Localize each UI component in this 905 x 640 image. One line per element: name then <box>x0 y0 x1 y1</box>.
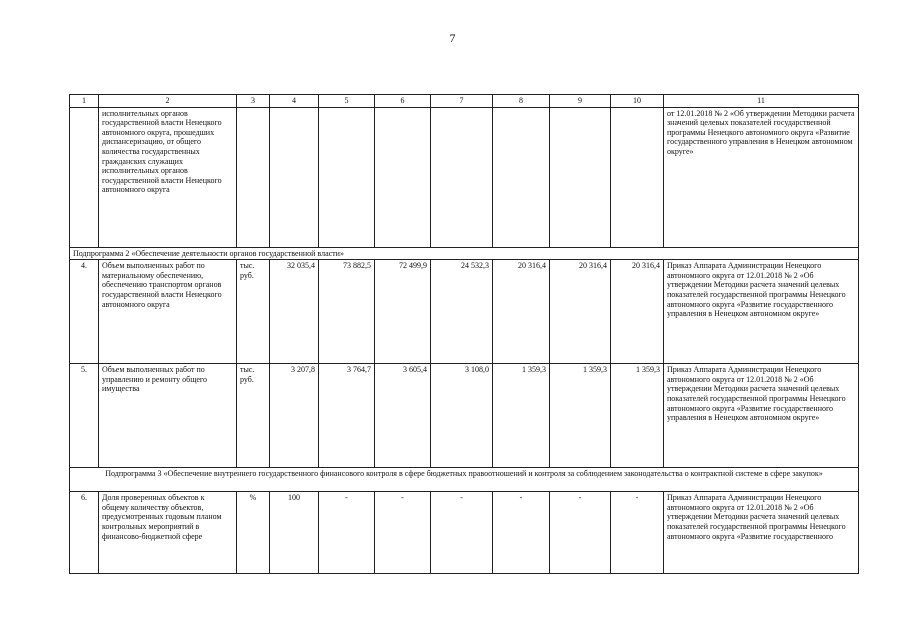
indicator-description: Доля проверенных объектов к общему количеству объектов, предусмотренных годовым планом контрольных мероприятий в финансово-бюджетной сфере <box>99 492 237 574</box>
col-header: 2 <box>99 95 237 108</box>
subprogram-row <box>70 247 859 260</box>
table-row <box>70 364 859 468</box>
col-header: 10 <box>611 95 664 108</box>
value-cell: - <box>493 492 550 574</box>
unit: % <box>237 492 270 574</box>
indicator-description: исполнительных органов государственной власти Ненецкого автономного округа, прошедших диспансеризацию, от общего количества государственных гражданских служащих исполнительных органов государственной власти Ненецкого автономного округа <box>99 107 237 247</box>
indicator-source: от 12.01.2018 № 2 «Об утверждении Методики расчета значений целевых показателей государственной программы Ненецкого автономного округа «Развитие государственного управления в Ненецком автономном округе» <box>664 107 859 247</box>
col-header: 4 <box>270 95 319 108</box>
value-cell: 20 316,4 <box>550 260 611 364</box>
indicator-source: Приказ Аппарата Администрации Ненецкого автономного округа от 12.01.2018 № 2 «Об утверждении Методики расчета значений целевых показателей государственной программы Ненецкого автономного округа «Развитие государственного управления в Ненецком автономном округе» <box>664 364 859 468</box>
value-cell: - <box>375 492 431 574</box>
value-cell: 3 764,7 <box>319 364 375 468</box>
header-row <box>70 95 859 108</box>
value-cell: 1 359,3 <box>611 364 664 468</box>
value-cell: 100 <box>270 492 319 574</box>
value-cell: - <box>611 492 664 574</box>
subprogram-title: Подпрограмма 3 «Обеспечение внутреннего государственного финансового контроля в сфере бюджетных правоотношений и контроля за соблюдением законодательства о контрактной системе в сфере закупок» <box>70 468 859 492</box>
value-cell: 1 359,3 <box>550 364 611 468</box>
unit: тыс. руб. <box>237 260 270 364</box>
indicator-source: Приказ Аппарата Администрации Ненецкого автономного округа от 12.01.2018 № 2 «Об утверждении Методики расчета значений целевых показателей государственной программы Ненецкого автономного округа «Развитие государственного <box>664 492 859 574</box>
value-cell: 1 359,3 <box>493 364 550 468</box>
table-row <box>70 107 859 247</box>
value-cell: 3 108,0 <box>431 364 493 468</box>
col-header: 5 <box>319 95 375 108</box>
row-number: 5. <box>70 364 99 468</box>
page-number: 7 <box>449 31 456 45</box>
value-cell: 20 316,4 <box>611 260 664 364</box>
col-header: 7 <box>431 95 493 108</box>
value-cell: - <box>550 492 611 574</box>
value-cell: 32 035,4 <box>270 260 319 364</box>
indicators-table <box>69 94 859 574</box>
subprogram-row <box>70 468 859 492</box>
row-number: 6. <box>70 492 99 574</box>
value-cell: 72 499,9 <box>375 260 431 364</box>
subprogram-title: Подпрограмма 2 «Обеспечение деятельности органов государственной власти» <box>70 247 859 260</box>
col-header: 9 <box>550 95 611 108</box>
col-header: 11 <box>664 95 859 108</box>
table-row <box>70 492 859 574</box>
col-header: 3 <box>237 95 270 108</box>
value-cell: 3 605,4 <box>375 364 431 468</box>
indicator-source: Приказ Аппарата Администрации Ненецкого автономного округа от 12.01.2018 № 2 «Об утверждении Методики расчета значений целевых показателей государственной программы Ненецкого автономного округа «Развитие государственного управления в Ненецком автономном округе» <box>664 260 859 364</box>
value-cell: 73 882,5 <box>319 260 375 364</box>
indicator-description: Объем выполненных работ по управлению и ремонту общего имущества <box>99 364 237 468</box>
col-header: 1 <box>70 95 99 108</box>
value-cell: 24 532,3 <box>431 260 493 364</box>
value-cell: 3 207,8 <box>270 364 319 468</box>
row-number: 4. <box>70 260 99 364</box>
value-cell: - <box>319 492 375 574</box>
indicator-description: Объем выполненных работ по материальному обеспечению, обеспечению транспортом органов государственной власти Ненецкого автономного округа <box>99 260 237 364</box>
value-cell: - <box>431 492 493 574</box>
col-header: 6 <box>375 95 431 108</box>
value-cell: 20 316,4 <box>493 260 550 364</box>
table-row <box>70 260 859 364</box>
unit: тыс. руб. <box>237 364 270 468</box>
col-header: 8 <box>493 95 550 108</box>
